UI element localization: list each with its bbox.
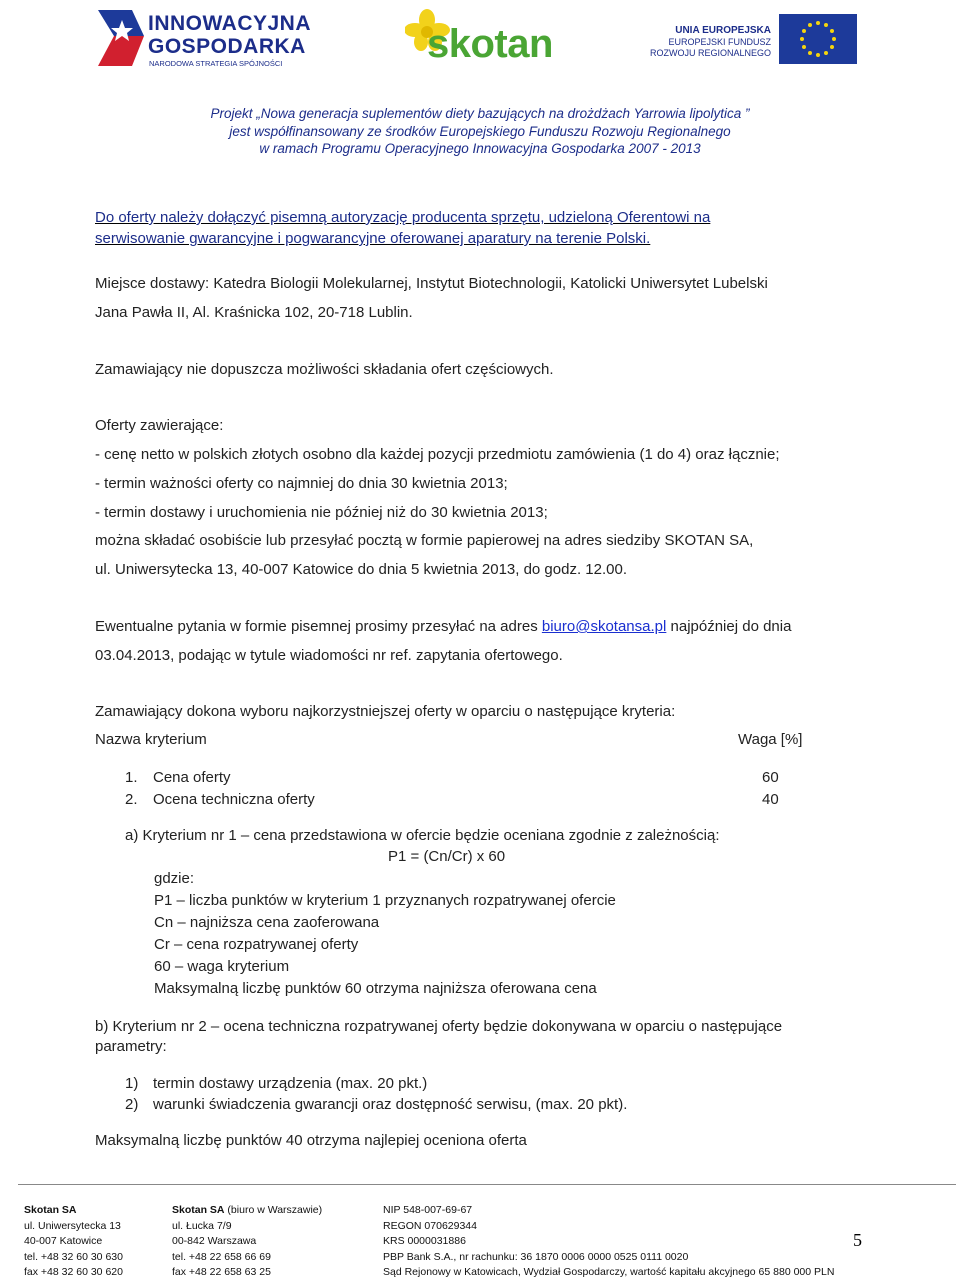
authorization-line-1: Do oferty należy dołączyć pisemną autoryzację producenta sprzętu, udzieloną Oferentowi na <box>95 209 711 226</box>
skotan-logo <box>405 8 565 68</box>
where-item: Cr – cena rozpatrywanej oferty <box>154 936 359 953</box>
delivery-line-2: Jana Pawła II, Al. Kraśnicka 102, 20-718 Lublin. <box>95 304 413 321</box>
page-number: 5 <box>853 1230 862 1250</box>
questions-line-1 <box>95 618 791 635</box>
eu-logo-line3: ROZWOJU REGIONALNEGO <box>649 48 771 58</box>
criteria-header-name: Nazwa kryterium <box>95 731 207 748</box>
param-text: termin dostawy urządzenia (max. 20 pkt.) <box>153 1075 428 1092</box>
footer-line: 40-007 Katowice <box>24 1235 103 1247</box>
criterion-b-line-2: parametry: <box>95 1038 167 1055</box>
project-line-3: w ramach Programu Operacyjnego Innowacyjna Gospodarka 2007 - 2013 <box>259 141 701 156</box>
footer-line: tel. +48 32 60 30 630 <box>24 1250 123 1263</box>
ig-logo-line2: GOSPODARKA <box>148 35 306 58</box>
where-item: 60 – waga kryterium <box>154 958 290 975</box>
formula: P1 = (Cn/Cr) x 60 <box>388 848 506 865</box>
criterion-name: Ocena techniczna oferty <box>153 791 315 808</box>
eu-logo <box>649 14 857 64</box>
criterion-num: 2. <box>125 791 138 808</box>
footer-divider <box>18 1184 956 1185</box>
criteria-intro: Zamawiający dokona wyboru najkorzystniejszej oferty w oparciu o następujące kryteria: <box>95 703 676 720</box>
innowacyjna-gospodarka-logo <box>92 6 312 70</box>
footer-col-3 <box>383 1203 834 1281</box>
questions-suffix: najpóźniej do dnia <box>666 618 792 635</box>
delivery-line-1: Miejsce dostawy: Katedra Biologii Molekularnej, Instytut Biotechnologii, Katolicki Uniwersytet Lubelski <box>95 275 768 292</box>
questions-prefix: Ewentualne pytania w formie pisemnej prosimy przesyłać na adres <box>95 618 542 635</box>
eu-logo-line2: EUROPEJSKI FUNDUSZ <box>668 37 771 47</box>
max-points-note: Maksymalną liczbę punktów 40 otrzyma najlepiej oceniona oferta <box>95 1132 527 1149</box>
submit-line-2: ul. Uniwersytecka 13, 40-007 Katowice do dnia 5 kwietnia 2013, do godz. 12.00. <box>95 561 628 578</box>
footer-line: Sąd Rejonowy w Katowicach, Wydział Gospodarczy, wartość kapitału akcyjnego 65 880 000 PLN <box>383 1266 835 1278</box>
criterion-name: Cena oferty <box>153 769 231 786</box>
footer-col2-title-suffix: (biuro w Warszawie) <box>224 1204 323 1216</box>
ig-logo-line3: NARODOWA STRATEGIA SPÓJNOŚCI <box>149 59 283 68</box>
where-label: gdzie: <box>154 870 195 887</box>
skotan-wordmark: skotan <box>427 22 553 66</box>
offers-item: - termin dostawy i uruchomienia nie później niż do 30 kwietnia 2013; <box>95 504 548 521</box>
criterion-num: 1. <box>125 769 138 786</box>
criterion-weight: 40 <box>762 791 779 808</box>
ig-logo-line1: INNOWACYJNA <box>148 12 312 35</box>
footer-col-1 <box>24 1203 123 1281</box>
param-num: 1) <box>125 1075 139 1092</box>
footer-line: REGON 070629344 <box>383 1219 477 1232</box>
param-text: warunki świadczenia gwarancji oraz dostępność serwisu, (max. 20 pkt). <box>153 1096 628 1113</box>
project-line-2: jest współfinansowany ze środków Europejskiego Funduszu Rozwoju Regionalnego <box>229 124 731 139</box>
criterion-a-line: a) Kryterium nr 1 – cena przedstawiona w ofercie będzie oceniana zgodnie z zależnością: <box>125 827 720 844</box>
eu-flag-icon <box>779 14 857 64</box>
offers-item: - cenę netto w polskich złotych osobno dla każdej pozycji przedmiotu zamówienia (1 do 4) oraz łącznie; <box>95 446 780 463</box>
eu-logo-line1: UNIA EUROPEJSKA <box>675 25 771 36</box>
footer-line: NIP 548-007-69-67 <box>383 1204 473 1216</box>
footer-line: KRS 0000031886 <box>383 1235 466 1247</box>
where-item: Maksymalną liczbę punktów 60 otrzyma najniższa oferowana cena <box>154 980 597 997</box>
where-item: Cn – najniższa cena zaoferowana <box>154 914 380 931</box>
footer-col-2 <box>172 1203 322 1281</box>
footer-col1-title: Skotan SA <box>24 1204 77 1216</box>
where-item: P1 – liczba punktów w kryterium 1 przyznanych rozpatrywanej ofercie <box>154 892 616 909</box>
footer-line: tel. +48 22 658 66 69 <box>172 1250 271 1263</box>
submit-line-1: można składać osobiście lub przesyłać pocztą w formie papierowej na adres siedziby SKOTAN SA, <box>95 532 754 549</box>
email-link[interactable]: biuro@skotansa.pl <box>541 618 667 635</box>
partial-offers-note: Zamawiający nie dopuszcza możliwości składania ofert częściowych. <box>95 361 554 378</box>
footer-line: fax +48 32 60 30 620 <box>24 1266 123 1278</box>
footer-line: PBP Bank S.A., nr rachunku: 36 1870 0006 0000 0525 0111 0020 <box>383 1250 689 1263</box>
authorization-line-2: serwisowanie gwarancyjne i pogwarancyjne oferowanej aparatury na terenie Polski. <box>95 230 651 247</box>
footer-line: fax +48 22 658 63 25 <box>172 1266 271 1278</box>
param-num: 2) <box>125 1096 139 1113</box>
criterion-b-line-1: b) Kryterium nr 2 – ocena techniczna rozpatrywanej oferty będzie dokonywana w oparciu o następujące <box>95 1018 783 1035</box>
questions-line-2: 03.04.2013, podając w tytule wiadomości nr ref. zapytania ofertowego. <box>95 647 563 664</box>
project-line-1: Projekt „Nowa generacja suplementów diety bazujących na drożdżach Yarrowia lipolytica ” <box>210 106 750 121</box>
offers-item: - termin ważności oferty co najmniej do dnia 30 kwietnia 2013; <box>95 475 508 492</box>
footer-col2-title: Skotan SA <box>172 1204 225 1216</box>
offers-heading: Oferty zawierające: <box>95 417 224 434</box>
criterion-weight: 60 <box>762 769 779 786</box>
criteria-header-weight: Waga [%] <box>738 731 803 748</box>
footer-line: ul. Łucka 7/9 <box>172 1219 232 1232</box>
footer-line: 00-842 Warszawa <box>172 1235 257 1247</box>
footer-line: ul. Uniwersytecka 13 <box>24 1219 121 1232</box>
